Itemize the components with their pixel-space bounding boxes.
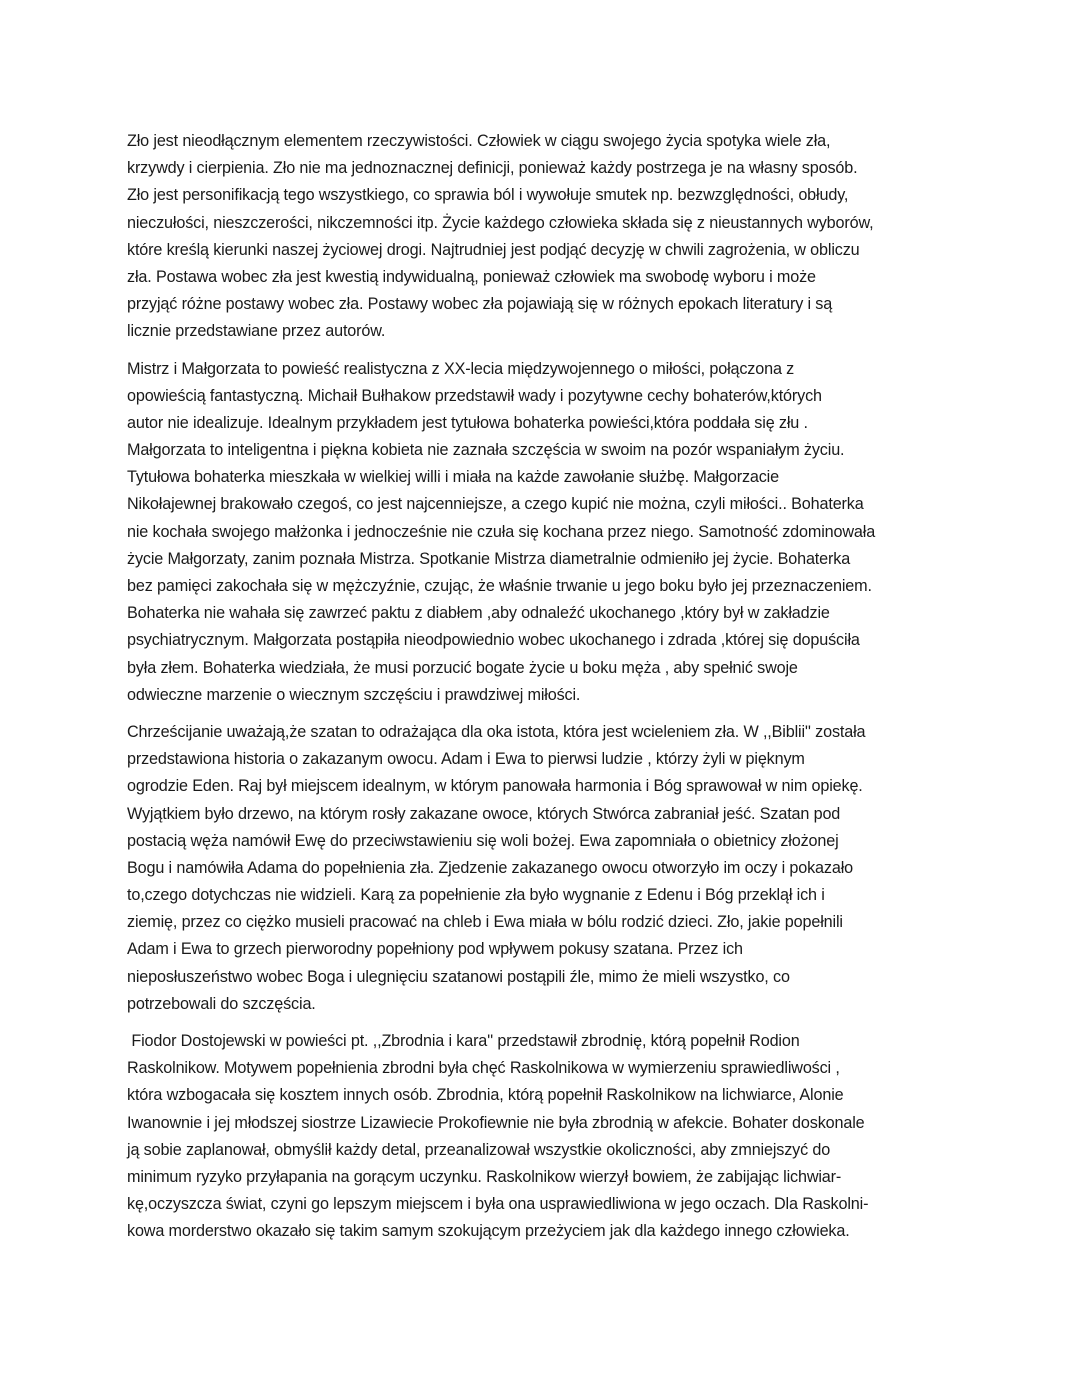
paragraph-zbrodnia-i-kara: [127, 1028, 957, 1246]
text-line: ziemię, przez co ciężko musieli pracować na chleb i Ewa miała w bólu rodzić dzieci. Zło, jakie popełnili: [127, 913, 843, 932]
paragraph-biblia: [127, 719, 957, 1018]
text-line: Chrześcijanie uważają,że szatan to odrażająca dla oka istota, która jest wcieleniem zła. W ,,Biblii'' została: [127, 722, 866, 741]
text-line: potrzebowali do szczęścia.: [127, 994, 316, 1013]
text-line: Bogu i namówiła Adama do popełnienia zła. Zjedzenie zakazanego owocu otworzyło im oczy i pokazało: [127, 858, 854, 877]
text-line: opowieścią fantastyczną. Michaił Bułhakow przedstawił wady i pozytywne cechy bohaterów,których: [127, 386, 822, 405]
text-line: zła. Postawa wobec zła jest kwestią indywidualną, ponieważ człowiek ma swobodę wyboru i może: [127, 267, 816, 286]
text-line: bez pamięci zakochała się w mężczyźnie, czując, że właśnie trwanie u jego boku było jej przeznaczeniem.: [127, 577, 872, 595]
text-line: Fiodor Dostojewski w powieści pt. ,,Zbrodnia i kara'' przedstawił zbrodnię, którą popełnił Rodion: [127, 1032, 800, 1050]
text-line: Adam i Ewa to grzech pierworodny popełniony pod wpływem pokusy szatana. Przez ich: [127, 940, 743, 959]
paragraph-mistrz-i-malgorzata: [127, 356, 957, 709]
text-line: nieposłuszeństwo wobec Boga i ulegnięciu szatanowi postąpili źle, mimo że mieli wszystko, co: [127, 967, 790, 986]
text-line: Wyjątkiem było drzewo, na którym rosły zakazane owoce, których Stwórca zabraniał jeść. Szatan pod: [127, 804, 841, 823]
text-line: Tytułowa bohaterka mieszkała w wielkiej willi i miała na każde zawołanie służbę. Małgorzacie: [127, 468, 779, 487]
text-line: nieczułości, nieszczerości, nikczemności itp. Życie każdego człowieka składa się z nieustannych wyborów,: [127, 213, 874, 232]
text-line: minimum ryzyko przyłapania na gorącym uczynku. Raskolnikow wierzył bowiem, że zabijając lichwiar-: [127, 1167, 842, 1186]
text-line: przedstawiona historia o zakazanym owocu. Adam i Ewa to pierwsi ludzie , którzy żyli w pięknym: [127, 750, 805, 769]
text-line: krzywdy i cierpienia. Zło nie ma jednoznacznej definicji, ponieważ każdy postrzega je na własny sposób.: [127, 159, 858, 178]
text-line: nie kochała swojego małżonka i jednocześnie nie czuła się kochana przez niego. Samotność zdominowała: [127, 522, 876, 541]
text-line: Zło jest nieodłącznym elementem rzeczywistości. Człowiek w ciągu swojego życia spotyka wiele zła,: [127, 132, 831, 150]
text-line: licznie przedstawiane przez autorów.: [127, 322, 386, 341]
text-line: kę,oczyszcza świat, czyni go lepszym miejscem i była ona usprawiedliwiona w jego oczach. Dla Raskolni-: [127, 1195, 869, 1214]
text-line: która wzbogacała się kosztem innych osób. Zbrodnia, którą popełnił Raskolnikow na lichwiarce, Alonie: [127, 1086, 844, 1105]
text-line: Nikołajewnej brakowało czegoś, co jest najcenniejsze, a czego kupić nie można, czyli miłości.. Bohaterka: [127, 495, 864, 514]
text-line: Zło jest personifikacją tego wszystkiego, co sprawia ból i wywołuje smutek np. bezwzględności, obłudy,: [127, 186, 849, 205]
paragraph-intro-evil: [127, 128, 957, 346]
document-page: [127, 128, 957, 1246]
text-line: psychiatrycznym. Małgorzata postąpiła nieodpowiednio wobec ukochanego i zdrada ,której się dopuściła: [127, 631, 860, 650]
text-line: ją sobie zaplanował, obmyślił każdy detal, przeanalizował wszystkie okoliczności, aby zmniejszyć do: [127, 1140, 831, 1159]
text-line: Bohaterka nie wahała się zawrzeć paktu z diabłem ,aby odnaleźć ukochanego ,który był w zakładzie: [127, 604, 830, 623]
text-line: odwieczne marzenie o wiecznym szczęściu i prawdziwej miłości.: [127, 685, 581, 704]
text-line: Małgorzata to inteligentna i piękna kobieta nie zaznała szczęścia w swoim na pozór wspaniałym życiu.: [127, 441, 845, 460]
text-line: Raskolnikow. Motywem popełnienia zbrodni była chęć Raskolnikowa w wymierzeniu sprawiedliwości ,: [127, 1059, 840, 1078]
text-line: postacią węża namówił Ewę do przeciwstawieniu się woli bożej. Ewa zapomniała o obietnicy złożonej: [127, 831, 839, 850]
text-line: ogrodzie Eden. Raj był miejscem idealnym, w którym panowała harmonia i Bóg sprawował w nim opiekę.: [127, 777, 863, 796]
text-line: życie Małgorzaty, zanim poznała Mistrza. Spotkanie Mistrza diametralnie odmieniło jej życie. Bohaterka: [127, 549, 851, 568]
text-line: to,czego dotychczas nie widzieli. Karą za popełnienie zła było wygnanie z Edenu i Bóg przeklął ich i: [127, 886, 825, 905]
text-line: autor nie idealizuje. Idealnym przykładem jest tytułowa bohaterka powieści,która poddała się złu .: [127, 413, 808, 432]
text-line: przyjąć różne postawy wobec zła. Postawy wobec zła pojawiają się w różnych epokach literatury i są: [127, 295, 833, 314]
text-line: kowa morderstwo okazało się takim samym szokującym przeżyciem jak dla każdego innego człowieka.: [127, 1222, 850, 1241]
text-line: Mistrz i Małgorzata to powieść realistyczna z XX-lecia międzywojennego o miłości, połączona z: [127, 359, 795, 378]
text-line: które kreślą kierunki naszej życiowej drogi. Najtrudniej jest podjąć decyzję w chwili zagrożenia, w obliczu: [127, 240, 860, 259]
text-line: była złem. Bohaterka wiedziała, że musi porzucić bogate życie u boku męża , aby spełnić swoje: [127, 658, 798, 677]
text-line: Iwanownie i jej młodszej siostrze Lizawiecie Prokofiewnie nie była zbrodnią w afekcie. Bohater doskonale: [127, 1113, 865, 1132]
